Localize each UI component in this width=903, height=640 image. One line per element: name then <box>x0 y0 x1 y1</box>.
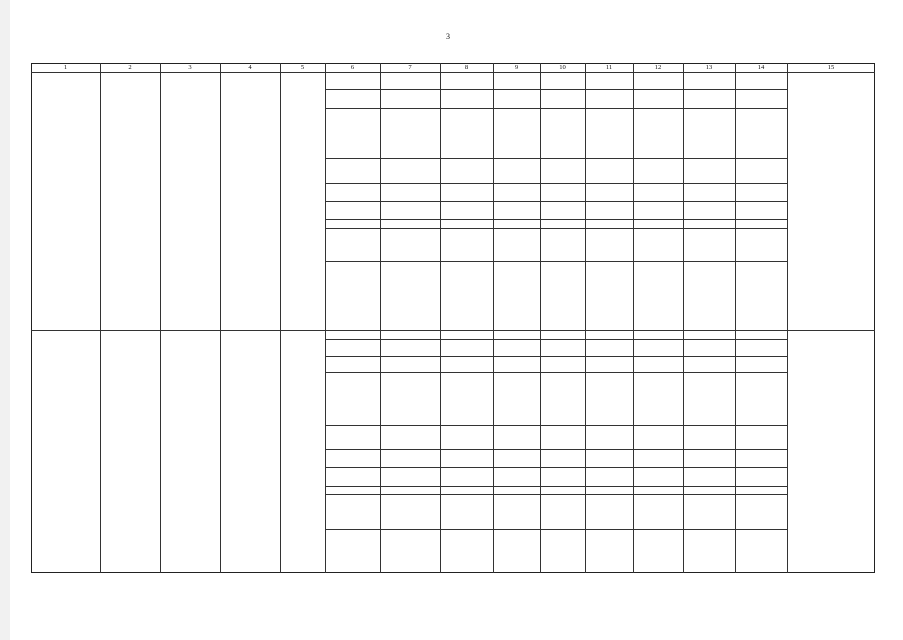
row-border <box>325 339 787 340</box>
row-border <box>325 356 787 357</box>
column-header: 9 <box>514 64 519 71</box>
budget-table <box>31 63 875 573</box>
column-border <box>585 63 586 573</box>
column-border <box>735 63 736 573</box>
row-border <box>325 449 787 450</box>
row-border <box>325 89 787 90</box>
column-border <box>280 63 281 573</box>
column-header: 4 <box>248 64 252 71</box>
row-border <box>325 108 787 109</box>
column-border <box>787 63 788 573</box>
column-header: 11 <box>605 64 613 71</box>
column-border <box>160 63 161 573</box>
column-header: 15 <box>827 64 835 71</box>
row-border <box>325 183 787 184</box>
row-border <box>325 261 787 262</box>
row-border <box>325 494 787 495</box>
column-border <box>540 63 541 573</box>
block-separator <box>31 330 875 331</box>
row-border <box>325 201 787 202</box>
header-border <box>31 72 875 73</box>
row-border <box>325 219 787 220</box>
row-border <box>325 486 787 487</box>
column-border <box>220 63 221 573</box>
row-border <box>325 228 787 229</box>
row-border <box>325 467 787 468</box>
column-border <box>683 63 684 573</box>
column-header: 13 <box>705 64 713 71</box>
column-header: 14 <box>757 64 765 71</box>
scan-edge-strip <box>0 0 10 640</box>
column-header: 12 <box>654 64 662 71</box>
row-border <box>325 372 787 373</box>
column-header: 5 <box>300 64 305 71</box>
row-border <box>325 425 787 426</box>
column-header: 2 <box>128 64 132 71</box>
row-border <box>325 529 787 530</box>
column-border <box>440 63 441 573</box>
column-border <box>493 63 494 573</box>
column-border <box>633 63 634 573</box>
column-header: 7 <box>408 64 412 71</box>
page-number: 3 <box>446 32 450 41</box>
column-header: 6 <box>350 64 355 71</box>
column-border <box>100 63 101 573</box>
column-header: 3 <box>188 64 192 71</box>
column-header: 1 <box>63 64 68 71</box>
column-header: 10 <box>559 64 566 71</box>
column-header: 8 <box>464 64 469 71</box>
column-border <box>380 63 381 573</box>
column-border <box>325 63 326 573</box>
row-border <box>325 158 787 159</box>
